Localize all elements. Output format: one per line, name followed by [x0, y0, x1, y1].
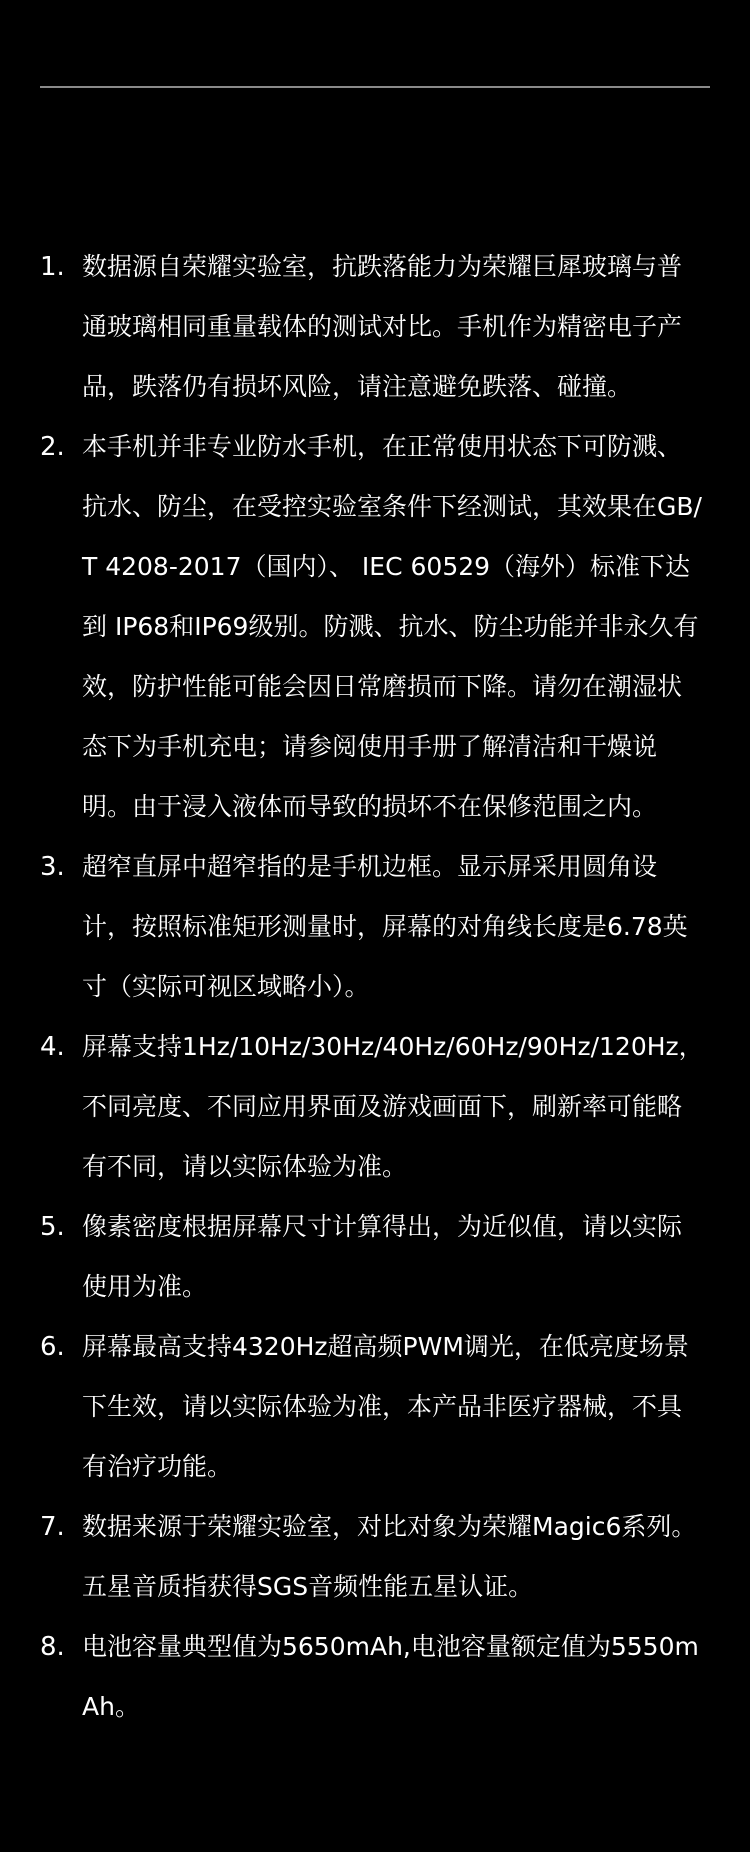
top-divider	[40, 86, 710, 88]
footnote-item	[0, 1497, 750, 1617]
footnote-item	[0, 417, 750, 837]
footnote-number: 4.	[40, 1032, 65, 1062]
footnote-item	[0, 1317, 750, 1497]
footnote-item	[0, 837, 750, 1017]
footnote-text: 像素密度根据屏幕尺寸计算得出，为近似值，请以实际使用为准。	[82, 1212, 683, 1301]
footnote-number: 3.	[40, 852, 65, 882]
footnote-item	[0, 1017, 750, 1197]
footnote-item	[0, 237, 750, 417]
footnote-text: 电池容量典型值为5650mAh,电池容量额定值为5550mAh。	[82, 1632, 699, 1721]
footnote-number: 6.	[40, 1332, 65, 1362]
footnote-number: 5.	[40, 1212, 65, 1242]
footnote-text: 数据源自荣耀实验室，抗跌落能力为荣耀巨犀玻璃与普通玻璃相同重量载体的测试对比。手机作为精密电子产品，跌落仍有损坏风险，请注意避免跌落、碰撞。	[82, 252, 683, 401]
footnote-item	[0, 1617, 750, 1737]
footnote-number: 7.	[40, 1512, 65, 1542]
footnote-text: 超窄直屏中超窄指的是手机边框。显示屏采用圆角设计，按照标准矩形测量时，屏幕的对角线长度是6.78英寸（实际可视区域略小）。	[82, 852, 688, 1001]
footnote-number: 1.	[40, 252, 65, 282]
footnote-item	[0, 1197, 750, 1317]
footnote-text: 本手机并非专业防水手机，在正常使用状态下可防溅、抗水、防尘，在受控实验室条件下经测试，其效果在GB/T 4208-2017（国内）、 IEC 60529（海外）标准下达到 IP68和IP69级别。防溅、抗水、防尘功能并非永久有效，防护性能可能会因日常磨损而下降。请勿在潮湿状态下为手机充电；请参阅使用手册了解清洁和干燥说明。由于浸入液体而导致的损坏不在保修范围之内。	[82, 432, 702, 821]
footnote-text: 屏幕最高支持4320Hz超高频PWM调光，在低亮度场景下生效，请以实际体验为准，本产品非医疗器械，不具有治疗功能。	[82, 1332, 689, 1481]
footnote-text: 屏幕支持1Hz/10Hz/30Hz/40Hz/60Hz/90Hz/120Hz，不同亮度、不同应用界面及游戏画面下，刷新率可能略有不同，请以实际体验为准。	[82, 1032, 704, 1181]
footnote-list	[0, 237, 750, 1737]
footnote-number: 8.	[40, 1632, 65, 1662]
footnote-number: 2.	[40, 432, 65, 462]
footnote-text: 数据来源于荣耀实验室，对比对象为荣耀Magic6系列。五星音质指获得SGS音频性能五星认证。	[82, 1512, 697, 1601]
